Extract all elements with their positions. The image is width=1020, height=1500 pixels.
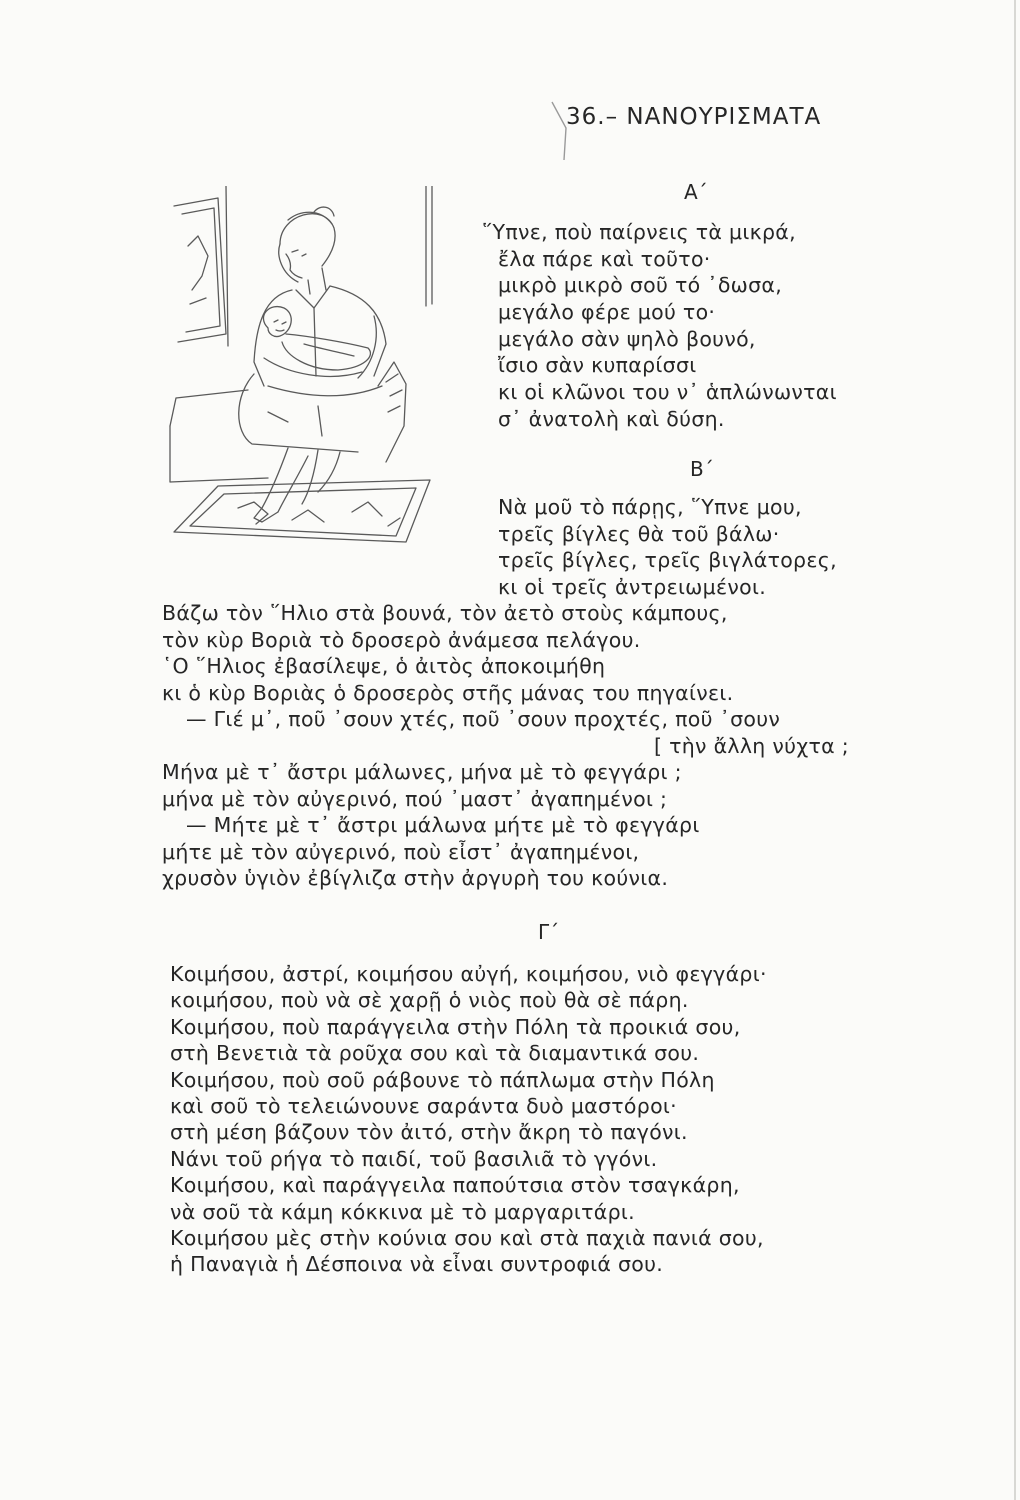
verse-line: Νὰ μοῦ τὸ πάρῃς, ῞Υπνε μου, [498,495,802,519]
verse-line: μικρὸ μικρὸ σοῦ τό ᾿δωσα, [498,273,783,298]
verse-line: Κοιμήσου, ἀστρί, κοιμήσου αὐγή, κοιμήσου, νιὸ φεγγάρι· [170,962,767,986]
verse-line-continuation: [ τὴν ἄλλη νύχτα ; [654,733,849,758]
section-a-label: Α΄ [684,180,708,204]
section-c-label: Γ΄ [538,920,560,944]
verse-line: Κοιμήσου, ποὺ σοῦ ράβουνε τὸ πάπλωμα στὴν Πόλη [170,1067,715,1092]
section-b-verses-full [162,600,849,892]
verse-line: στὴ μέση βάζουν τὸν ἀιτό, στὴν ἄκρη τὸ παγόνι. [170,1120,688,1145]
section-c-verses [170,961,767,1278]
verse-line: μήτε μὲ τὸν αὐγερινό, ποὺ εἶστ᾿ ἀγαπημένοι, [162,839,640,864]
verse-line: τρεῖς βίγλες θὰ τοῦ βάλω· [498,521,780,546]
verse-line: Κοιμήσου, καὶ παράγγειλα παπούτσια στὸν τσαγκάρη, [170,1173,740,1198]
verse-line: Κοιμήσου μὲς στὴν κούνια σου καὶ στὰ παχιὰ πανιά σου, [170,1225,764,1250]
verse-line: κι οἱ τρεῖς ἀντρειωμένοι. [498,574,767,599]
verse-line: νὰ σοῦ τὰ κάμη κόκκινα μὲ τὸ μαργαριτάρι. [170,1199,635,1224]
verse-line: μεγάλο φέρε μού το· [498,300,716,325]
verse-line: τρεῖς βίγλες, τρεῖς βιγλάτορες, [498,548,837,572]
verse-line: ἡ Παναγιὰ ἡ Δέσποινα νὰ εἶναι συντροφιά σου. [170,1252,664,1277]
verse-line: ῞Υπνε, ποὺ παίρνεις τὰ μικρά, [482,220,796,244]
verse-line: ἔλα πάρε καὶ τοῦτο· [498,246,711,271]
verse-line: τὸν κὺρ Βοριὰ τὸ δροσερὸ ἀνάμεσα πελάγου. [162,627,641,652]
verse-line: καὶ σοῦ τὸ τελειώνουνε σαράντα δυὸ μαστόροι· [170,1093,677,1118]
verse-line: Νάνι τοῦ ρήγα τὸ παιδί, τοῦ βασιλιᾶ τὸ γγόνι. [170,1146,658,1171]
mother-with-baby-drawing [168,186,452,552]
verse-line: — Μήτε μὲ τ᾿ ἄστρι μάλωνα μήτε μὲ τὸ φεγγάρι [186,813,700,837]
page-title: 36.– ΝΑΝΟΥΡΙΣΜΑΤΑ [566,104,822,130]
verse-line: κι ὁ κὺρ Βοριὰς ὁ δροσερὸς στῆς μάνας του πηγαίνει. [162,680,734,705]
section-b-verses-right [498,494,837,600]
verse-line: μεγάλο σὰν ψηλὸ βουνό, [498,326,756,351]
verse-line: μήνα μὲ τὸν αὐγερινό, πού ᾿μαστ᾿ ἀγαπημένοι ; [162,786,668,811]
verse-line: στὴ Βενετιὰ τὰ ροῦχα σου καὶ τὰ διαμαντικά σου. [170,1041,700,1066]
verse-line: κι οἱ κλῶνοι του ν᾿ ἁπλώνωνται [498,380,837,405]
section-b-label: Β΄ [690,457,714,481]
page-edge [1014,0,1016,1500]
section-a-verses [482,219,837,433]
verse-line: — Γιέ μ᾿, ποῦ ᾿σουν χτές, ποῦ ᾿σουν προχτές, ποῦ ᾿σουν [186,707,781,731]
verse-line: Μήνα μὲ τ᾿ ἄστρι μάλωνες, μήνα μὲ τὸ φεγγάρι ; [162,760,682,784]
verse-line: Βάζω τὸν ῞Ηλιο στὰ βουνά, τὸν ἀετὸ στοὺς κάμπους, [162,601,728,625]
verse-line: χρυσὸν ὑγιὸν ἐβίγλιζα στὴν ἀργυρὴ του κούνια. [162,866,669,890]
verse-line: κοιμήσου, ποὺ νὰ σὲ χαρῇ ὁ νιὸς ποὺ θὰ σὲ πάρη. [170,988,689,1013]
verse-line: Κοιμήσου, ποὺ παράγγειλα στὴν Πόλη τὰ προικιά σου, [170,1014,741,1039]
verse-line: ἴσιο σὰν κυπαρίσσι [498,353,697,378]
verse-line: σ᾿ ἀνατολὴ καὶ δύση. [498,406,725,431]
verse-line: ῾Ο ῞Ηλιος ἐβασίλεψε, ὁ ἀιτὸς ἀποκοιμήθη [162,654,606,678]
